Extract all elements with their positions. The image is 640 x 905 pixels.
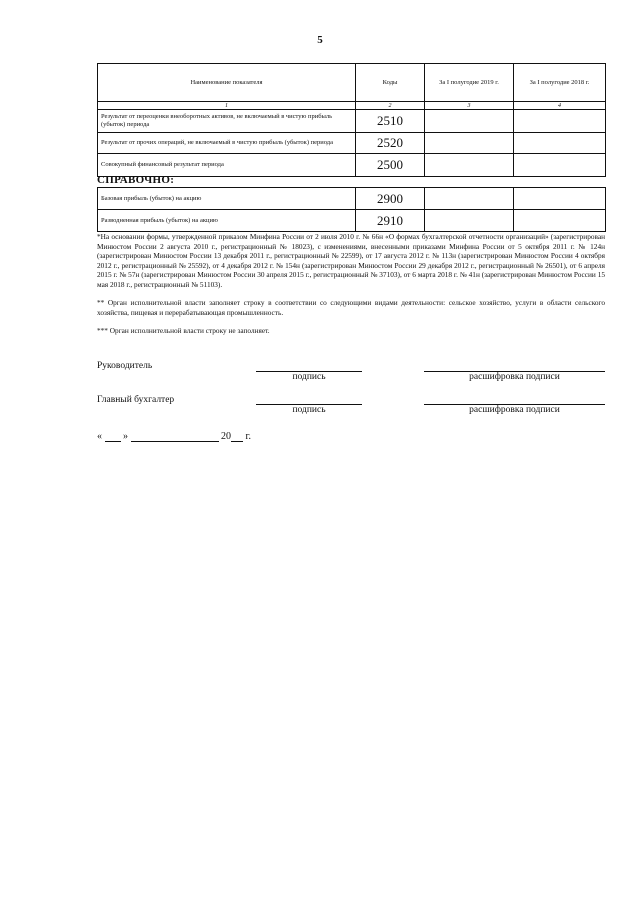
date-line	[97, 431, 251, 442]
chief-accountant-label: Главный бухгалтер	[97, 395, 175, 405]
row-code: 2900	[356, 188, 425, 210]
row-code: 2500	[356, 154, 425, 177]
row-value-current	[425, 210, 514, 232]
head-decoding-caption: расшифровка подписи	[469, 372, 560, 382]
row-value-previous	[514, 210, 606, 232]
column-index-row	[98, 102, 606, 110]
row-value-previous	[514, 133, 606, 154]
row-value-previous	[514, 154, 606, 177]
column-index: 4	[514, 102, 606, 110]
head-signature-label: Руководитель	[97, 361, 153, 371]
chief-accountant-decoding-caption: расшифровка подписи	[469, 405, 560, 415]
table-row	[98, 110, 606, 133]
column-index: 3	[425, 102, 514, 110]
footnote-not-filled: *** Орган исполнительной власти строку не заполняет.	[97, 326, 270, 335]
row-value-previous	[514, 110, 606, 133]
row-name: Результат от переоценки внеоборотных активов, не включаемый в чистую прибыль (убыток) периода	[98, 110, 356, 133]
column-index: 1	[98, 102, 356, 110]
footnote-legal-basis: *На основании формы, утвержденной приказом Минфина России от 2 июля 2010 г. № 66н «О формах бухгалтерской отчетности организаций» (зарегистрирован Минюстом России 2 августа 2010 г., регистрационный № 18023), с изменениями, внесенными приказами Минфина России от 5 октября 2011 г. № 124н (зарегистрирован Минюстом России 13 декабря 2011 г., регистрационный № 22599), от 17 августа 2012 г. № 113н (зарегистрирован Минюстом России 4 октября 2012 г., регистрационный № 25592), от 4 декабря 2012 г. № 154н (зарегистрирован Минюстом России 29 декабря 2012 г., регистрационный № 26501), от 6 апреля 2015 г. № 57н (зарегистрирован Минюстом России 30 апреля 2015 г., регистрационный № 37103), от 6 марта 2018 г. № 41н (зарегистрирован Минюстом России 15 мая 2018 г., регистрационный № 51103).	[97, 232, 605, 289]
row-name: Разводненная прибыль (убыток) на акцию	[98, 210, 356, 232]
row-code: 2520	[356, 133, 425, 154]
header-indicator-name: Наименование показателя	[98, 64, 356, 102]
row-name: Результат от прочих операций, не включаемый в чистую прибыль (убыток) периода	[98, 133, 356, 154]
chief-accountant-signature-caption: подпись	[292, 405, 326, 415]
date-day-field[interactable]	[105, 431, 121, 442]
reference-heading: СПРАВОЧНО:	[97, 174, 175, 186]
row-code: 2510	[356, 110, 425, 133]
row-code: 2910	[356, 210, 425, 232]
row-value-previous	[514, 188, 606, 210]
financial-results-table	[97, 63, 606, 177]
date-year-field[interactable]	[231, 431, 243, 442]
header-codes: Коды	[356, 64, 425, 102]
header-period-current: За I полугодие 2019 г.	[425, 64, 514, 102]
row-value-current	[425, 110, 514, 133]
date-close-quote: »	[123, 431, 128, 442]
table-row	[98, 188, 606, 210]
column-index: 2	[356, 102, 425, 110]
row-name: Совокупный финансовый результат периода	[98, 154, 356, 177]
date-year-prefix: 20	[221, 431, 231, 442]
date-open-quote: «	[97, 431, 102, 442]
reference-table	[97, 187, 606, 232]
date-month-field[interactable]	[131, 431, 219, 442]
date-year-suffix: г.	[245, 431, 251, 442]
footnote-activity-types: ** Орган исполнительной власти заполняет строку в соответствии со следующими видами деятельности: сельское хозяйство, услуги в области сельского хозяйства, пищевая и перерабатывающая промышленность.	[97, 298, 605, 317]
row-value-current	[425, 188, 514, 210]
header-period-previous: За I полугодие 2018 г.	[514, 64, 606, 102]
head-signature-caption: подпись	[292, 372, 326, 382]
row-value-current	[425, 133, 514, 154]
row-name: Базовая прибыль (убыток) на акцию	[98, 188, 356, 210]
table-row	[98, 210, 606, 232]
table-row	[98, 133, 606, 154]
table-header-row	[98, 64, 606, 102]
row-value-current	[425, 154, 514, 177]
page-number: 5	[317, 34, 323, 46]
